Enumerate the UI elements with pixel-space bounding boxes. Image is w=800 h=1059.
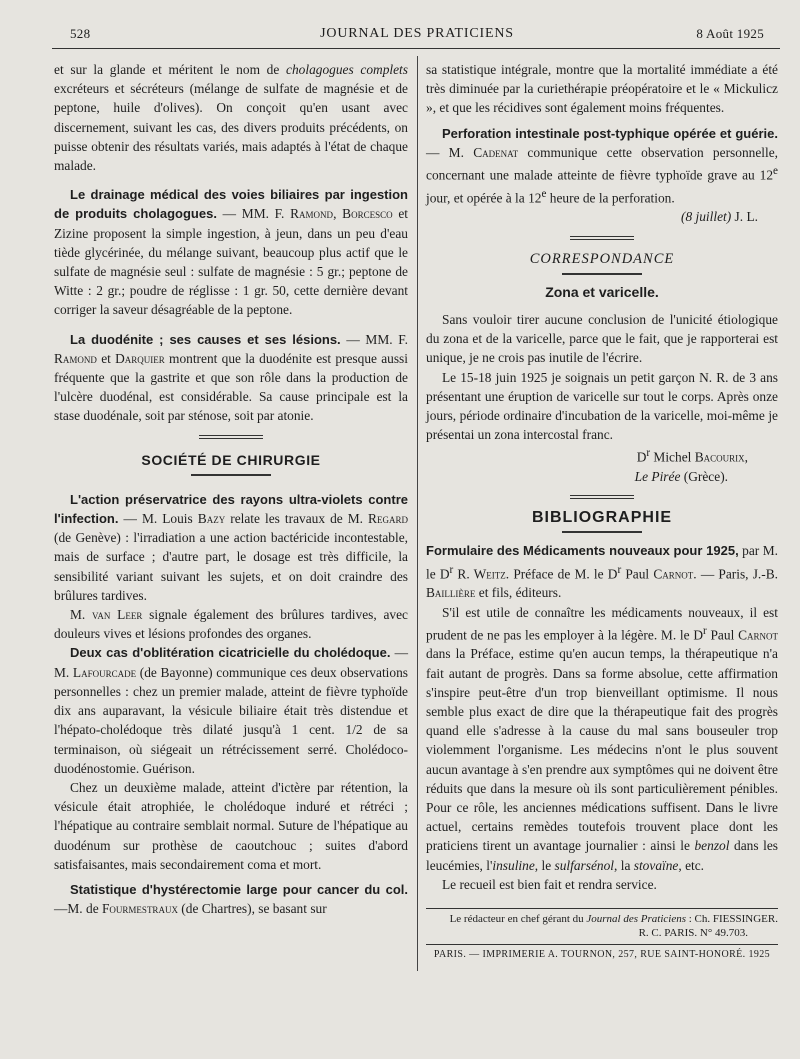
article-ultra-violets: L'action préservatrice des rayons ultra-violets contre l'infection. — M. Louis Bazy relate les travaux de M. Regard (de Genève) : l'irradiation a une action bactéricide incontestable, mais de surface ; d'autre part, le dosage est très difficile, la sensibilité variant suivant les sujets, et on doit craindre des brûlures tardives.	[54, 491, 408, 603]
book-review: S'il est utile de connaître les médicaments nouveaux, il est prudent de ne pas les employer à la légère. M. le $D^r$ Paul Carnot dans la Préface, estime qu'en aucun temps, la thérapeutique n'a fait autant de progrès. Dans sa forme absolue, cette affirmation s'inspire peut-être d'un trop bienveillant optimisme. Il nous semble plus exact de dire que la thérapeutique fait des progrès quand elle s'adresse à la cause du mal sans bouseuler trop violemment l'organisme. Les médecins n'ont le plus souvent aucun avantage à s'en prendre aux symptômes qui ne doivent être réduits que dans la mesure où ils sont particulièrement pénibles. Pour ce rôle, les anciennes médications suffisent. Dans le livre actuel, certains remèdes toutefois trouvent place dont les praticiens tirent un avantage journalier : ainsi le benzol dans les leucémies, l'insuline, le sulfarsénol, la stovaïne, etc.	[426, 604, 778, 873]
right-column	[426, 60, 778, 962]
section-separator	[570, 495, 634, 499]
printer-credit: PARIS. — IMPRIMERIE A. TOURNON, 257, RUE SAINT-HONORÉ. 1925	[433, 949, 771, 961]
page-number: 528	[70, 26, 91, 41]
section-title-bibliographie: BIBLIOGRAPHIE	[531, 509, 673, 527]
article-choledoque: Deux cas d'oblitération cicatricielle du cholédoque. — M. Lafourcade (de Bayonne) communique ces deux observations personnelles : chez un premier malade, atteint de fièvre typhoïde dix ans auparavant, la vésicule biliaire était très distendue et l'hépato-cholédoque très dilaté jusqu'à 1 cent. 1/2 de sa terminaison, où siégeait un rétrécissement serré. Cholédoco-duodénostomie. Guérison.	[54, 645, 408, 776]
footer-rule	[426, 908, 778, 909]
section-underline	[562, 531, 642, 533]
editor-credit: Le rédacteur en chef gérant du Journal des Praticiens : Ch. FIESSINGER.	[449, 913, 778, 926]
article-perforation: Perforation intestinale post-typhique opérée et guérie. — M. Cadenat communique cette observation personnelle, concernant une malade atteinte de fièvre typhoïde grave au 12e jour, et opérée à la 12e heure de la perforation.	[426, 125, 779, 206]
paragraph-zona-case: Le 15-18 juin 1925 je soignais un petit garçon N. R. de 3 ans présentant une éruption de varicelle sur tout le corps. Après onze jours, période ordinaire d'incubation de la varicelle, moi-même je présentai un zona intercostal franc.	[426, 369, 778, 443]
article-signature: (8 juillet) J. L.	[681, 209, 758, 225]
journal-title: JOURNAL DES PRATICIENS	[320, 26, 514, 41]
paragraph-cholagogues: et sur la glande et méritent le nom de cholagogues complets excréteurs et sécréteurs (mélange de sulfate de magnésie et de peptone, huile d'olives). On conçoit qu'en usant avec discernement, suivant les cas, des divers produits précédents, on puisse obtenir des résultats variés, mais adaptés à l'état de chaque malade.	[54, 62, 408, 174]
registration-number: R. C. PARIS. N° 49.703.	[638, 927, 748, 940]
section-separator	[570, 236, 634, 240]
left-column	[54, 60, 408, 918]
footer-rule-2	[426, 944, 778, 945]
header-rule	[52, 48, 780, 49]
book-reference: Formulaire des Médicaments nouveaux pour 1925, par M. le $D^r$ R. Weitz. Préface de M. le $D^r$ Paul Carnot. — Paris, J.-B. Baillière et fils, éditeurs.	[426, 543, 778, 601]
article-heading: Deux cas d'oblitération cicatricielle du cholédoque.	[70, 645, 391, 661]
section-underline	[562, 273, 642, 275]
book-title: Formulaire des Médicaments nouveaux pour 1925,	[426, 543, 739, 559]
article-heading: La duodénite ; ses causes et ses lésions.	[70, 331, 341, 347]
paragraph-statistique: sa statistique intégrale, montre que la mortalité immédiate a été très diminuée par la curiethérapie préopératoire et le « Mickulicz », et que les récidives sont également moins fréquentes.	[426, 62, 778, 116]
section-title-correspondance: CORRESPONDANCE	[529, 250, 675, 267]
page-header	[70, 26, 764, 48]
author-location: Le Pirée (Grèce).	[634, 469, 728, 485]
paragraph-second-case: Chez un deuxième malade, atteint d'ictère par rétention, la vésicule était atrophiée, le cholédoque induré et rétréci ; l'hépatique au contraire semblait normal. Suture de l'hépatique au duodénum sur prothèse de caoutchouc ; suites d'abord satisfaisantes, mais secondairement coma et mort.	[54, 779, 408, 872]
subtitle-zona: Zona et varicelle.	[545, 283, 659, 300]
paragraph-van-leer: M. van Leer signale également des brûlures tardives, avec douleurs vives et lésions profondes des organes.	[54, 607, 408, 642]
column-divider	[417, 56, 418, 971]
article-duodenite: La duodénite ; ses causes et ses lésions. — MM. F. Ramond et Darquier montrent que la duodénite est presque aussi fréquente que la gastrite et que son rôle dans la production de l'ulcère duodénal, est considérable. Sa cause principale est la stase duodénale, soit par sténose, soit par atonie.	[54, 331, 408, 424]
issue-date: 8 Août 1925	[696, 26, 764, 41]
article-drainage: Le drainage médical des voies biliaires par ingestion de produits cholagogues. — MM. F. Ramond, Borcesco et Zizine proposent la simple ingestion, à jeun, dans un peu d'eau tiède glycérinée, du mélange suivant, beaucoup plus actif que le sulfate de magnésie seul : sulfate de magnésie : 5 gr.; peptone de Witte : 2 gr.; poudre de réglisse : 1 gr. 50, cette dernière devant corriger la saveur désagréable de la peptone.	[54, 187, 408, 318]
article-hysterectomie: Statistique d'hystérectomie large pour cancer du col.—M. de Fourmestraux (de Chartres), se basant sur	[54, 881, 408, 917]
paragraph-zona-intro: Sans vouloir tirer aucune conclusion de l'unicité étiologique du zona et de la varicelle, parce que le fait, que je rapporterai est unique, je ne crois pas inutile de l'écrire.	[426, 311, 778, 366]
book-review-conclusion: Le recueil est bien fait et rendra service.	[442, 876, 657, 892]
section-separator	[199, 435, 263, 439]
article-heading: Le drainage médical des voies biliaires par ingestion de produits cholagogues.	[54, 187, 408, 222]
author-signature: $D^r$ Michel Bacourix,	[636, 447, 748, 465]
article-heading: Perforation intestinale post-typhique opérée et guérie.	[442, 125, 778, 141]
article-heading: L'action préservatrice des rayons ultra-violets contre l'infection.	[54, 491, 408, 527]
section-underline	[191, 474, 271, 476]
article-heading: Statistique d'hystérectomie large pour cancer du col.	[70, 881, 408, 897]
section-title-chirurgie: SOCIÉTÉ DE CHIRURGIE	[141, 451, 321, 468]
